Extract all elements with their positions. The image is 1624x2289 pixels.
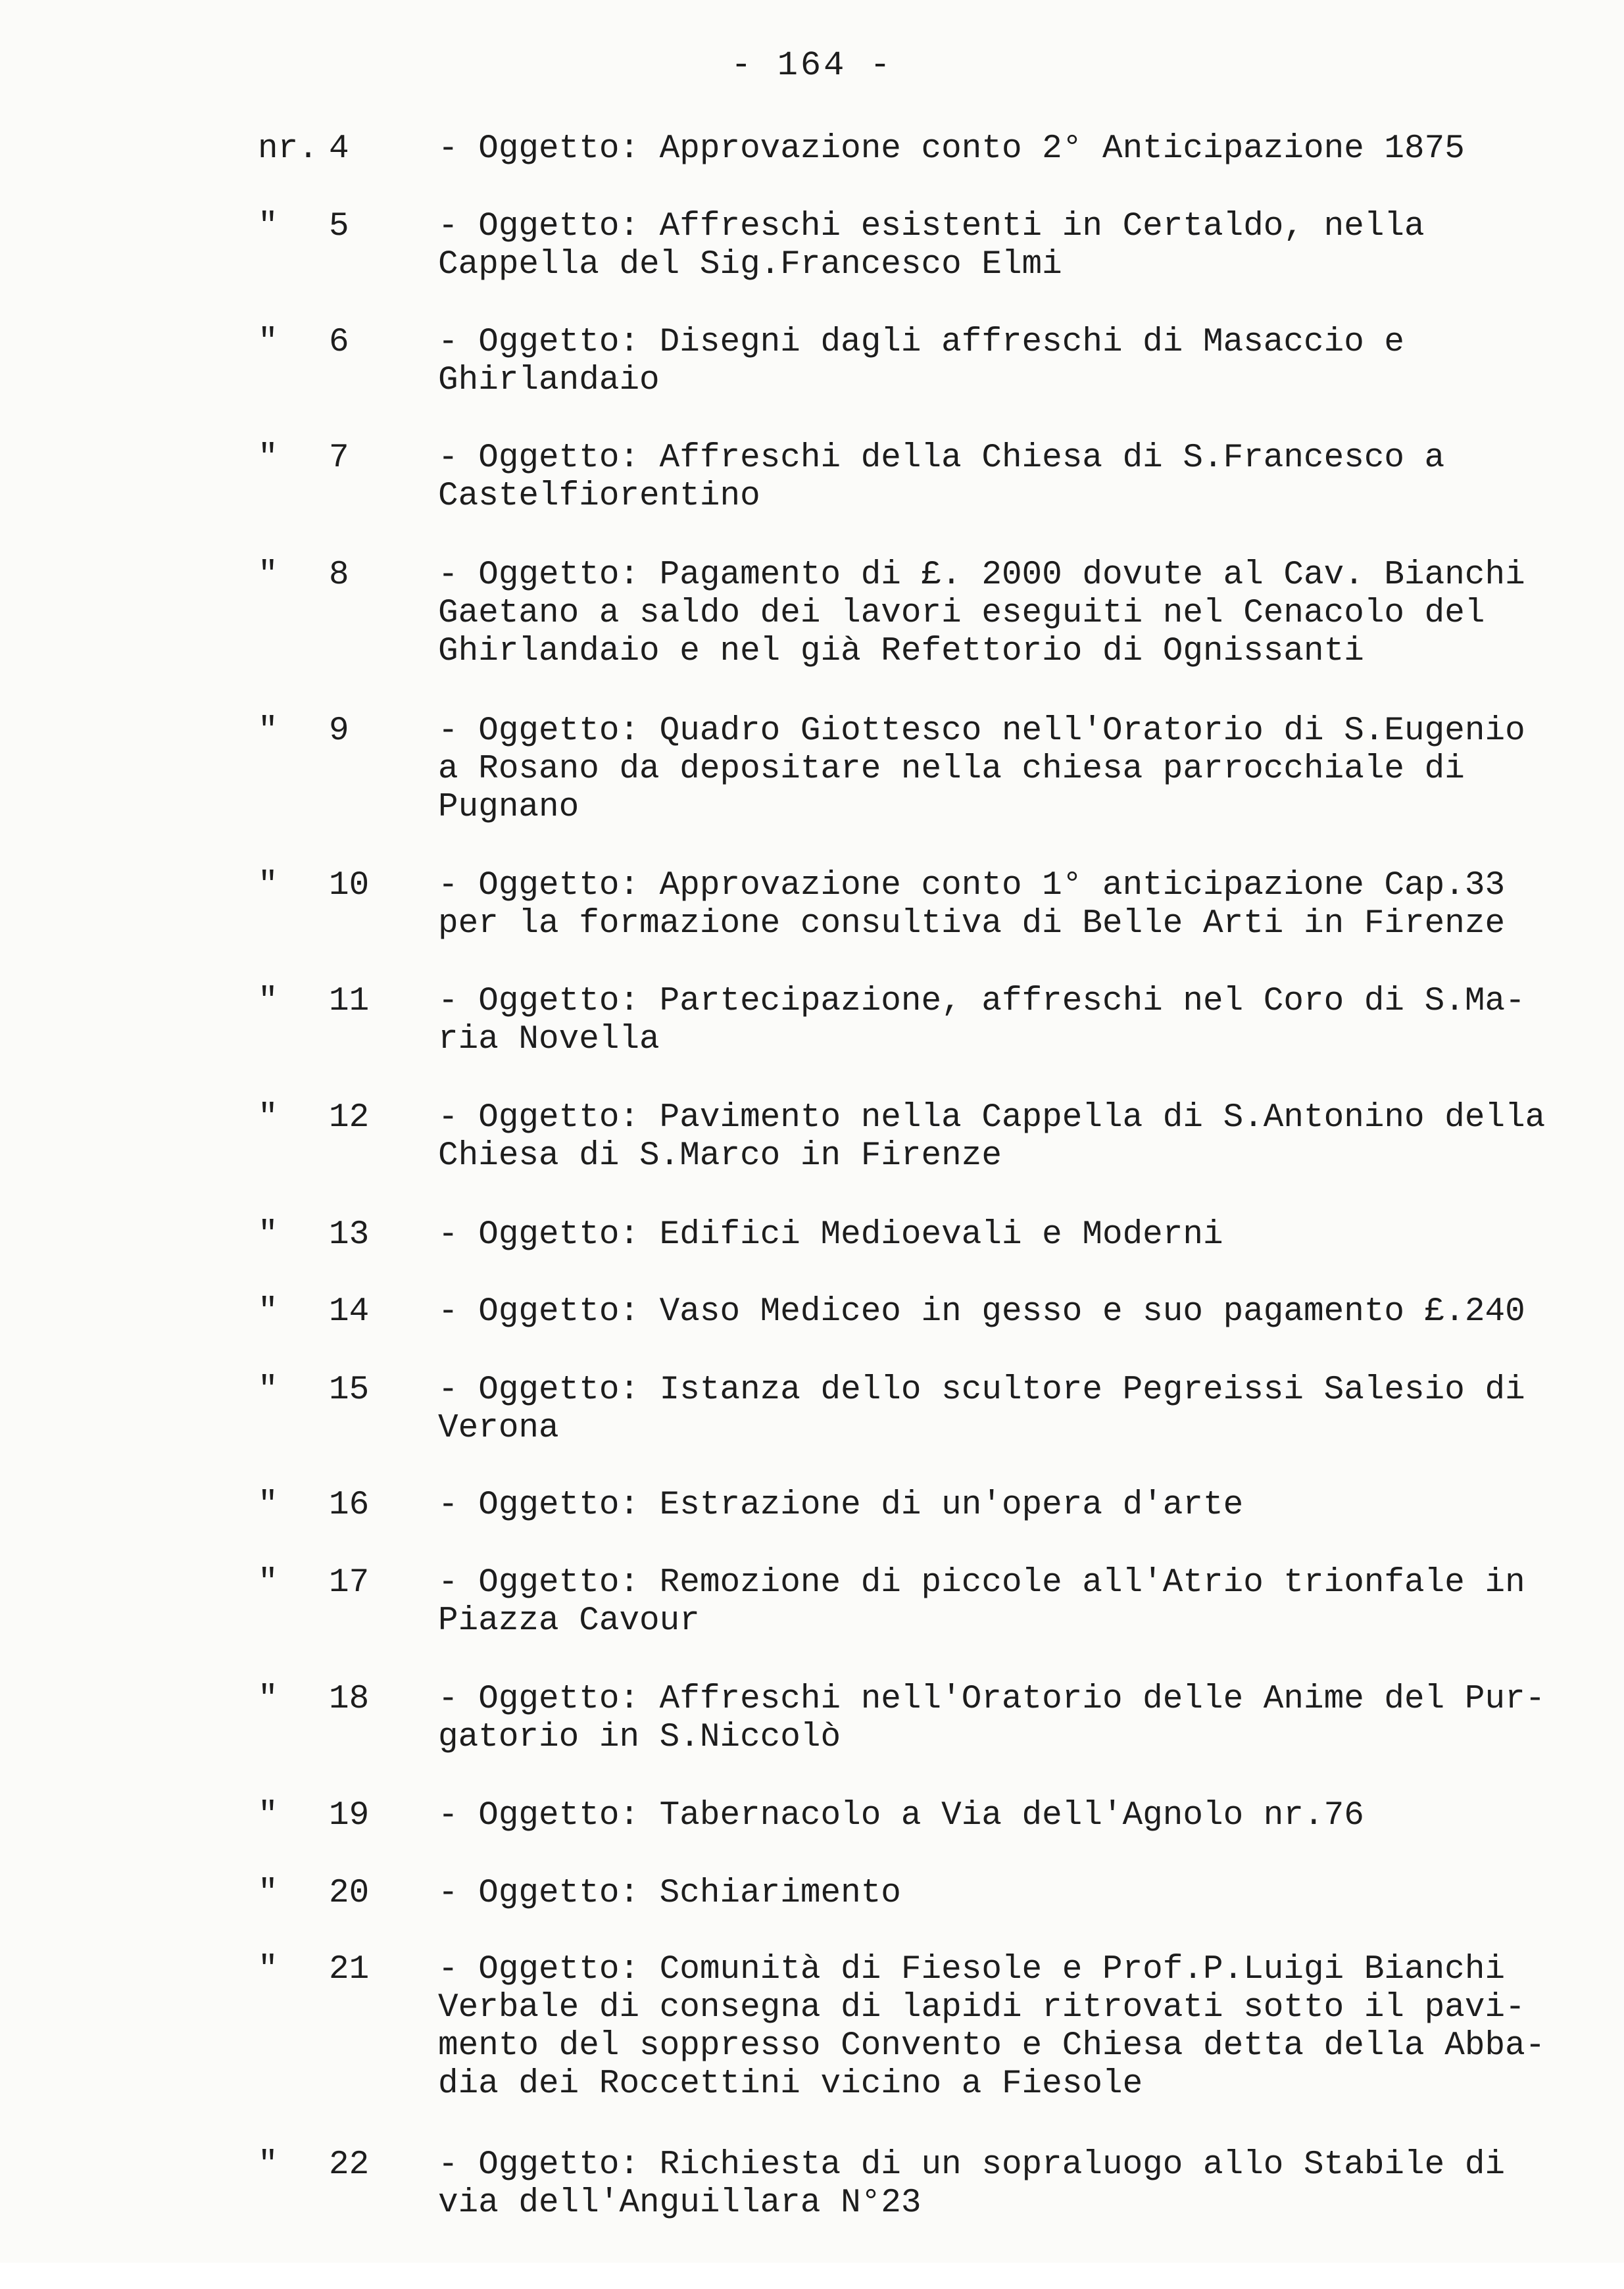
entry-line: - Oggetto: Disegni dagli affreschi di Masaccio e bbox=[438, 324, 1405, 361]
entry-prefix: " bbox=[258, 867, 278, 904]
entry-text bbox=[438, 1681, 1546, 1757]
entry-text bbox=[438, 1371, 1543, 1448]
entry-text bbox=[438, 1564, 1543, 1640]
entry-text bbox=[438, 867, 1543, 943]
entry-prefix: " bbox=[258, 556, 278, 594]
entry-text bbox=[438, 130, 1543, 168]
entry-line: Ghirlandaio e nel già Refettorio di Ognissanti bbox=[438, 633, 1364, 670]
entry-line: Castelfiorentino bbox=[438, 478, 760, 515]
entry-number: 5 bbox=[329, 208, 349, 245]
entry-line: - Oggetto: Remozione di piccole all'Atrio trionfale in bbox=[438, 1564, 1525, 1602]
entry-number: 9 bbox=[329, 712, 349, 750]
entry-line: - Oggetto: Pagamento di £. 2000 dovute al Cav. Bianchi bbox=[438, 556, 1525, 594]
entry-number: 6 bbox=[329, 324, 349, 361]
entry-line: a Rosano da depositare nella chiesa parrocchiale di bbox=[438, 751, 1465, 788]
entry-line: - Oggetto: Partecipazione, affreschi nel Coro di S.Ma- bbox=[438, 983, 1525, 1020]
entry-line: gatorio in S.Niccolò bbox=[438, 1719, 841, 1756]
entry-line: - Oggetto: Quadro Giottesco nell'Oratorio di S.Eugenio bbox=[438, 712, 1525, 750]
entry-text bbox=[438, 1797, 1543, 1835]
entry-line: Chiesa di S.Marco in Firenze bbox=[438, 1137, 1002, 1175]
entry-line: - Oggetto: Approvazione conto 2° Anticipazione 1875 bbox=[438, 130, 1465, 168]
entry-text bbox=[438, 2146, 1543, 2223]
entry-number: 11 bbox=[329, 983, 370, 1020]
entry-line: - Oggetto: Vaso Mediceo in gesso e suo pagamento £.240 bbox=[438, 1293, 1525, 1331]
entry-line: Verbale di consegna di lapidi ritrovati sotto il pavi- bbox=[438, 1989, 1525, 2027]
entry-number: 10 bbox=[329, 867, 370, 904]
entry-line: - Oggetto: Schiarimento bbox=[438, 1875, 901, 1912]
entry-line: - Oggetto: Richiesta di un sopraluogo allo Stabile di bbox=[438, 2146, 1506, 2184]
entry-line: per la formazione consultiva di Belle Arti in Firenze bbox=[438, 905, 1506, 943]
entry-text bbox=[438, 1487, 1543, 1525]
entry-number: 4 bbox=[329, 130, 349, 168]
entry-prefix: " bbox=[258, 983, 278, 1020]
entry-line: - Oggetto: Tabernacolo a Via dell'Agnolo nr.76 bbox=[438, 1797, 1364, 1834]
entry-number: 17 bbox=[329, 1564, 370, 1602]
entry-line: - Oggetto: Affreschi della Chiesa di S.Francesco a bbox=[438, 439, 1445, 477]
entry-text bbox=[438, 1099, 1546, 1175]
page-number: - 164 - bbox=[731, 46, 893, 85]
entry-line: dia dei Roccettini vicino a Fiesole bbox=[438, 2065, 1143, 2103]
entry-line: mento del soppresso Convento e Chiesa detta della Abba- bbox=[438, 2027, 1546, 2065]
entry-text bbox=[438, 712, 1543, 827]
entry-prefix: " bbox=[258, 1371, 278, 1409]
entry-prefix: " bbox=[258, 208, 278, 245]
entry-prefix: " bbox=[258, 1681, 278, 1718]
entry-prefix: " bbox=[258, 1564, 278, 1602]
entry-line: - Oggetto: Pavimento nella Cappella di S.Antonino della bbox=[438, 1099, 1546, 1137]
entry-prefix: " bbox=[258, 1099, 278, 1137]
entry-prefix: " bbox=[258, 1797, 278, 1834]
entry-line: - Oggetto: Affreschi esistenti in Certaldo, nella bbox=[438, 208, 1425, 245]
entry-prefix: " bbox=[258, 1951, 278, 1988]
entry-number: 21 bbox=[329, 1951, 370, 1988]
entry-prefix: " bbox=[258, 1487, 278, 1524]
entry-line: - Oggetto: Affreschi nell'Oratorio delle Anime del Pur- bbox=[438, 1681, 1546, 1718]
entry-line: Cappella del Sig.Francesco Elmi bbox=[438, 246, 1062, 283]
page-bottom-edge bbox=[0, 2263, 1624, 2289]
entry-prefix: " bbox=[258, 439, 278, 477]
entry-line: Gaetano a saldo dei lavori eseguiti nel Cenacolo del bbox=[438, 595, 1485, 632]
entry-text bbox=[438, 1875, 1543, 1913]
entry-text bbox=[438, 1293, 1543, 1331]
entry-number: 16 bbox=[329, 1487, 370, 1524]
entry-number: 19 bbox=[329, 1797, 370, 1834]
entry-number: 7 bbox=[329, 439, 349, 477]
entry-line: - Oggetto: Comunità di Fiesole e Prof.P.Luigi Bianchi bbox=[438, 1951, 1506, 1988]
entry-number: 8 bbox=[329, 556, 349, 594]
entry-line: - Oggetto: Edifici Medioevali e Moderni bbox=[438, 1216, 1223, 1254]
entry-line: Ghirlandaio bbox=[438, 362, 660, 399]
entry-text bbox=[438, 324, 1543, 400]
entry-prefix: " bbox=[258, 1293, 278, 1331]
entry-line: - Oggetto: Istanza dello scultore Pegreissi Salesio di bbox=[438, 1371, 1525, 1409]
entry-prefix: " bbox=[258, 712, 278, 750]
entry-line: via dell'Anguillara N°23 bbox=[438, 2184, 922, 2222]
entry-line: - Oggetto: Approvazione conto 1° anticipazione Cap.33 bbox=[438, 867, 1506, 904]
entry-prefix: " bbox=[258, 1875, 278, 1912]
entry-text bbox=[438, 1216, 1543, 1254]
entry-prefix: " bbox=[258, 1216, 278, 1254]
entry-line: Verona bbox=[438, 1410, 559, 1447]
entry-number: 18 bbox=[329, 1681, 370, 1718]
entry-number: 14 bbox=[329, 1293, 370, 1331]
entry-text bbox=[438, 208, 1543, 284]
entry-number: 22 bbox=[329, 2146, 370, 2184]
entry-prefix: " bbox=[258, 324, 278, 361]
entry-line: ria Novella bbox=[438, 1021, 660, 1058]
entry-line: Piazza Cavour bbox=[438, 1602, 700, 1640]
entry-prefix: " bbox=[258, 2146, 278, 2184]
entry-text bbox=[438, 1951, 1546, 2104]
entry-text bbox=[438, 983, 1543, 1059]
entry-number: 20 bbox=[329, 1875, 370, 1912]
entry-number: 13 bbox=[329, 1216, 370, 1254]
entry-number: 12 bbox=[329, 1099, 370, 1137]
entry-prefix: nr. bbox=[258, 130, 318, 168]
entry-number: 15 bbox=[329, 1371, 370, 1409]
entry-line: Pugnano bbox=[438, 789, 579, 826]
entry-text bbox=[438, 439, 1543, 516]
entry-text bbox=[438, 556, 1543, 671]
entry-line: - Oggetto: Estrazione di un'opera d'arte bbox=[438, 1487, 1244, 1524]
